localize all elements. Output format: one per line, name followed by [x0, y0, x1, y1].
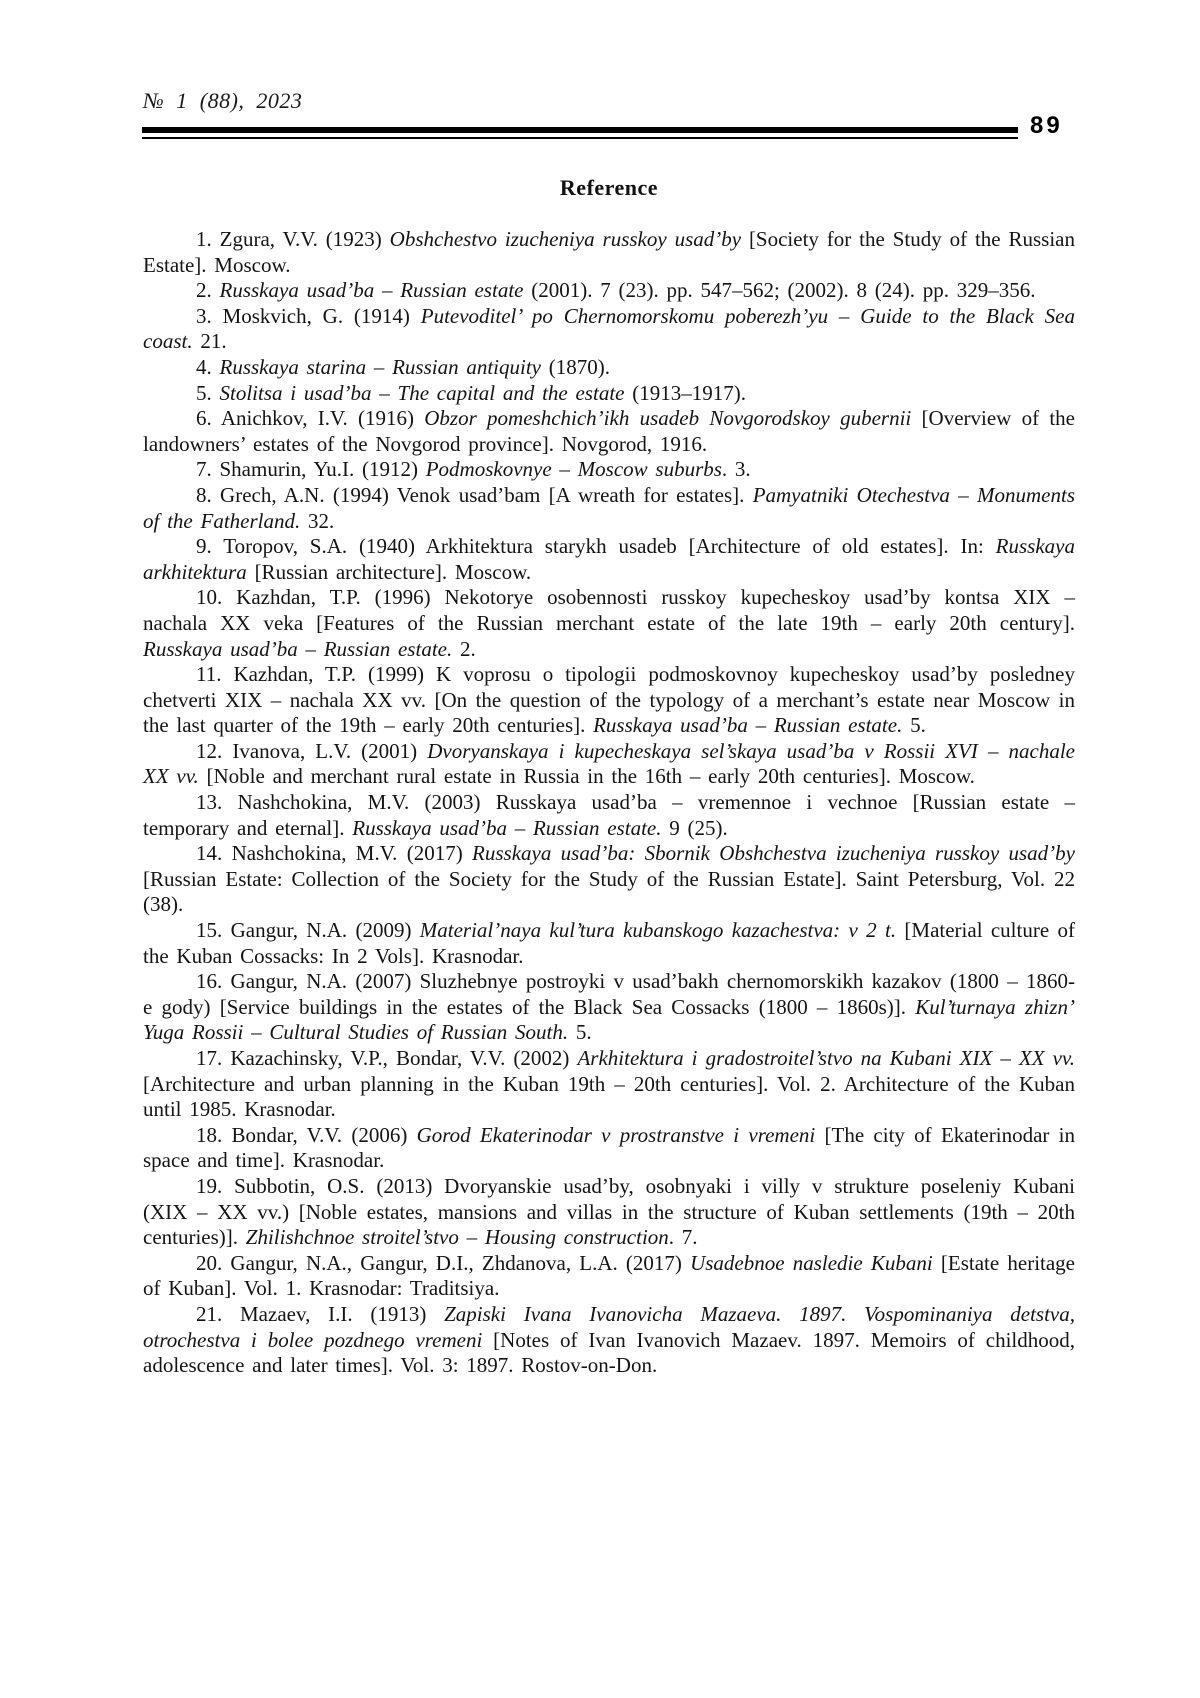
reference-item	[143, 790, 1075, 841]
reference-item	[143, 1046, 1075, 1123]
reference-title-segment: Material’naya kul’tura kubanskogo kazachestva: v 2 t.	[419, 918, 897, 943]
reference-title-segment: Gorod Ekaterinodar v prostranstve i vremeni	[416, 1122, 816, 1147]
reference-item	[143, 406, 1075, 457]
reference-text-segment: 10. Kazhdan, T.P. (1996) Nekotorye osobennosti russkoy kupecheskoy usad’by kontsa XIX – nachala XX veka [Features of the Russian merchant estate of the late 19th – early 20th century].	[143, 585, 1075, 635]
reference-title-segment: Russkaya usad’ba – Russian estate.	[143, 636, 453, 661]
reference-item	[143, 534, 1075, 585]
reference-item	[143, 304, 1075, 355]
reference-title-segment: Zhilishchnoe stroitel’stvo – Housing construction	[245, 1225, 669, 1250]
journal-issue-header: № 1 (88), 2023	[143, 88, 303, 113]
reference-text-segment: 32.	[300, 508, 335, 533]
reference-title-segment: Russkaya usad’ba – Russian estate.	[352, 815, 662, 840]
reference-text-segment: (1913–1917).	[624, 380, 746, 405]
reference-title-segment: Russkaya usad’ba – Russian estate	[219, 278, 524, 303]
reference-list	[143, 227, 1075, 1379]
header-rule-thick	[142, 127, 1018, 133]
reference-text-segment: 20. Gangur, N.A., Gangur, D.I., Zhdanova, L.A. (2017)	[196, 1250, 691, 1275]
reference-title-segment: Obshchestvo izucheniya russkoy usad’by	[389, 227, 742, 251]
reference-text-segment: [Overview of the landowners’ estates of the Novgorod province]. Novgorod, 1916.	[143, 406, 1075, 456]
reference-text-segment: 6. Anichkov, I.V. (1916)	[196, 406, 425, 431]
header-rule	[142, 127, 1018, 139]
reference-text-segment: 16. Gangur, N.A. (2007) Sluzhebnye postroyki v usad’bakh chernomorskikh kazakov (1800 – 1860-e gody) [Service buildings in the estates of the Black Sea Cossacks (1800 – 1860s)].	[143, 969, 1075, 1019]
reference-text-segment: [Noble and merchant rural estate in Russia in the 16th – early 20th centuries]. Moscow.	[198, 764, 975, 789]
reference-title-segment: Obzor pomeshchich’ikh usadeb Novgorodskoy gubernii	[424, 406, 912, 431]
reference-text-segment: 9. Toropov, S.A. (1940) Arkhitektura starykh usadeb [Architecture of old estates]. In:	[196, 534, 996, 559]
reference-item	[143, 1251, 1075, 1302]
reference-text-segment: 2.	[452, 636, 476, 661]
reference-text-segment: 3. Moskvich, G. (1914)	[196, 303, 421, 328]
reference-title-segment: Kul’turnaya zhizn’ Yuga Rossii – Cultural Studies of Russian South.	[143, 994, 1075, 1045]
reference-text-segment: 14. Nashchokina, M.V. (2017)	[196, 841, 473, 866]
reference-text-segment: 12. Ivanova, L.V. (2001)	[196, 738, 428, 763]
reference-text-segment: 15. Gangur, N.A. (2009)	[196, 918, 420, 943]
reference-text-segment: 5.	[568, 1020, 592, 1045]
reference-item	[143, 227, 1075, 278]
reference-text-segment: [Estate heritage of Kuban]. Vol. 1. Krasnodar: Traditsiya.	[143, 1250, 1076, 1301]
reference-title-segment: Dvoryanskaya i kupecheskaya sel’skaya usad’ba v Rossii XVI – nachale XX vv.	[143, 738, 1075, 789]
reference-text-segment: 18. Bondar, V.V. (2006)	[196, 1122, 417, 1147]
reference-title-segment: Russkaya usad’ba: Sbornik Obshchestva izucheniya russkoy usad’by	[472, 841, 1075, 866]
reference-title-segment: Usadebnoe nasledie Kubani	[690, 1250, 933, 1275]
reference-text-segment: 17. Kazachinsky, V.P., Bondar, V.V. (2002)	[196, 1046, 578, 1070]
reference-item	[143, 483, 1075, 534]
reference-item	[143, 1174, 1075, 1251]
reference-text-segment: 1. Zgura, V.V. (1923)	[196, 227, 390, 251]
reference-text-segment: 4.	[196, 354, 220, 379]
reference-item	[143, 918, 1075, 969]
reference-text-segment: . 7.	[668, 1225, 698, 1250]
page-number: 89	[1030, 112, 1063, 139]
reference-text-segment: 21. Mazaev, I.I. (1913)	[196, 1301, 445, 1326]
reference-text-segment: 7. Shamurin, Yu.I. (1912)	[196, 457, 426, 482]
reference-text-segment: 11. Kazhdan, T.P. (1999) K voprosu o tipologii podmoskovnoy kupecheskoy usad’by posledney chetverti XIX – nachala XX vv. [On the question of the typology of a merchant’s estate near Moscow in the last quarter of the 19th – early 20th centuries].	[143, 662, 1075, 738]
reference-item	[143, 1302, 1075, 1379]
reference-text-segment: (2001). 7 (23). pp. 547–562; (2002). 8 (24). pp. 329–356.	[523, 278, 1036, 303]
reference-item	[143, 662, 1075, 739]
reference-item	[143, 739, 1075, 790]
reference-item	[143, 1123, 1075, 1174]
reference-text-segment: 5.	[196, 380, 220, 405]
reference-title-segment: Russkaya usad’ba – Russian estate.	[593, 713, 903, 738]
reference-item	[143, 457, 1075, 483]
reference-text-segment: [Material culture of the Kuban Cossacks: In 2 Vols]. Krasnodar.	[143, 918, 1075, 968]
reference-text-segment: 21.	[192, 329, 227, 354]
reference-text-segment: 2.	[196, 278, 220, 303]
reference-title-segment: Podmoskovnye – Moscow suburbs	[425, 457, 722, 482]
reference-item	[143, 381, 1075, 407]
reference-text-segment: 5.	[902, 713, 926, 738]
reference-title-segment: Stolitsa i usad’ba – The capital and the estate	[219, 380, 625, 405]
reference-title-segment: Russkaya arkhitektura	[143, 534, 1075, 584]
header-rule-thin	[142, 137, 1018, 139]
reference-text-segment: [Russian architecture]. Moscow.	[246, 559, 532, 584]
reference-item	[143, 585, 1075, 662]
reference-title-segment: Zapiski Ivana Ivanovicha Mazaeva. 1897. Vospominaniya detstva, otrochestva i bolee pozdnego vremeni	[143, 1301, 1075, 1352]
section-title: Reference	[559, 175, 659, 200]
reference-text-segment: . 3.	[721, 457, 751, 482]
reference-text-segment: [Russian Estate: Collection of the Society for the Study of the Russian Estate]. Saint Petersburg, Vol. 22 (38).	[143, 866, 1075, 917]
reference-title-segment: Russkaya starina – Russian antiquity	[219, 354, 541, 379]
reference-title-segment: Pamyatniki Otechestva – Monuments of the Fatherland.	[143, 482, 1075, 533]
reference-text-segment: 8. Grech, A.N. (1994) Venok usad’bam [A wreath for estates].	[196, 482, 753, 507]
reference-item	[143, 278, 1075, 304]
reference-item	[143, 841, 1075, 918]
reference-title-segment: Arkhitektura i gradostroitel’stvo na Kubani XIX – XX vv.	[577, 1046, 1076, 1070]
reference-text-segment: (1870).	[541, 354, 610, 379]
reference-title-segment: Putevoditel’ po Chernomorskomu poberezh’yu – Guide to the Black Sea coast.	[143, 303, 1076, 354]
reference-text-segment: [Notes of Ivan Ivanovich Mazaev. 1897. Memoirs of childhood, adolescence and later times]. Vol. 3: 1897. Rostov-on-Don.	[143, 1327, 1075, 1378]
reference-text-segment: 9 (25).	[661, 815, 728, 840]
reference-item	[143, 355, 1075, 381]
reference-item	[143, 969, 1075, 1046]
reference-text-segment: 19. Subbotin, O.S. (2013) Dvoryanskie usad’by, osobnyaki i villy v strukture poseleniy Kubani (XIX – XX vv.) [Noble estates, mansions and villas in the structure of Kuban settlements (19th – 20th centuries)].	[143, 1173, 1075, 1250]
reference-text-segment: [Society for the Study of the Russian Estate]. Moscow.	[143, 227, 1075, 277]
reference-text-segment: [Architecture and urban planning in the Kuban 19th – 20th centuries]. Vol. 2. Architecture of the Kuban until 1985. Krasnodar.	[143, 1071, 1075, 1122]
reference-text-segment: [The city of Ekaterinodar in space and time]. Krasnodar.	[143, 1122, 1075, 1173]
reference-text-segment: 13. Nashchokina, M.V. (2003) Russkaya usad’ba – vremennoe i vechnoe [Russian estate – temporary and eternal].	[143, 790, 1075, 840]
